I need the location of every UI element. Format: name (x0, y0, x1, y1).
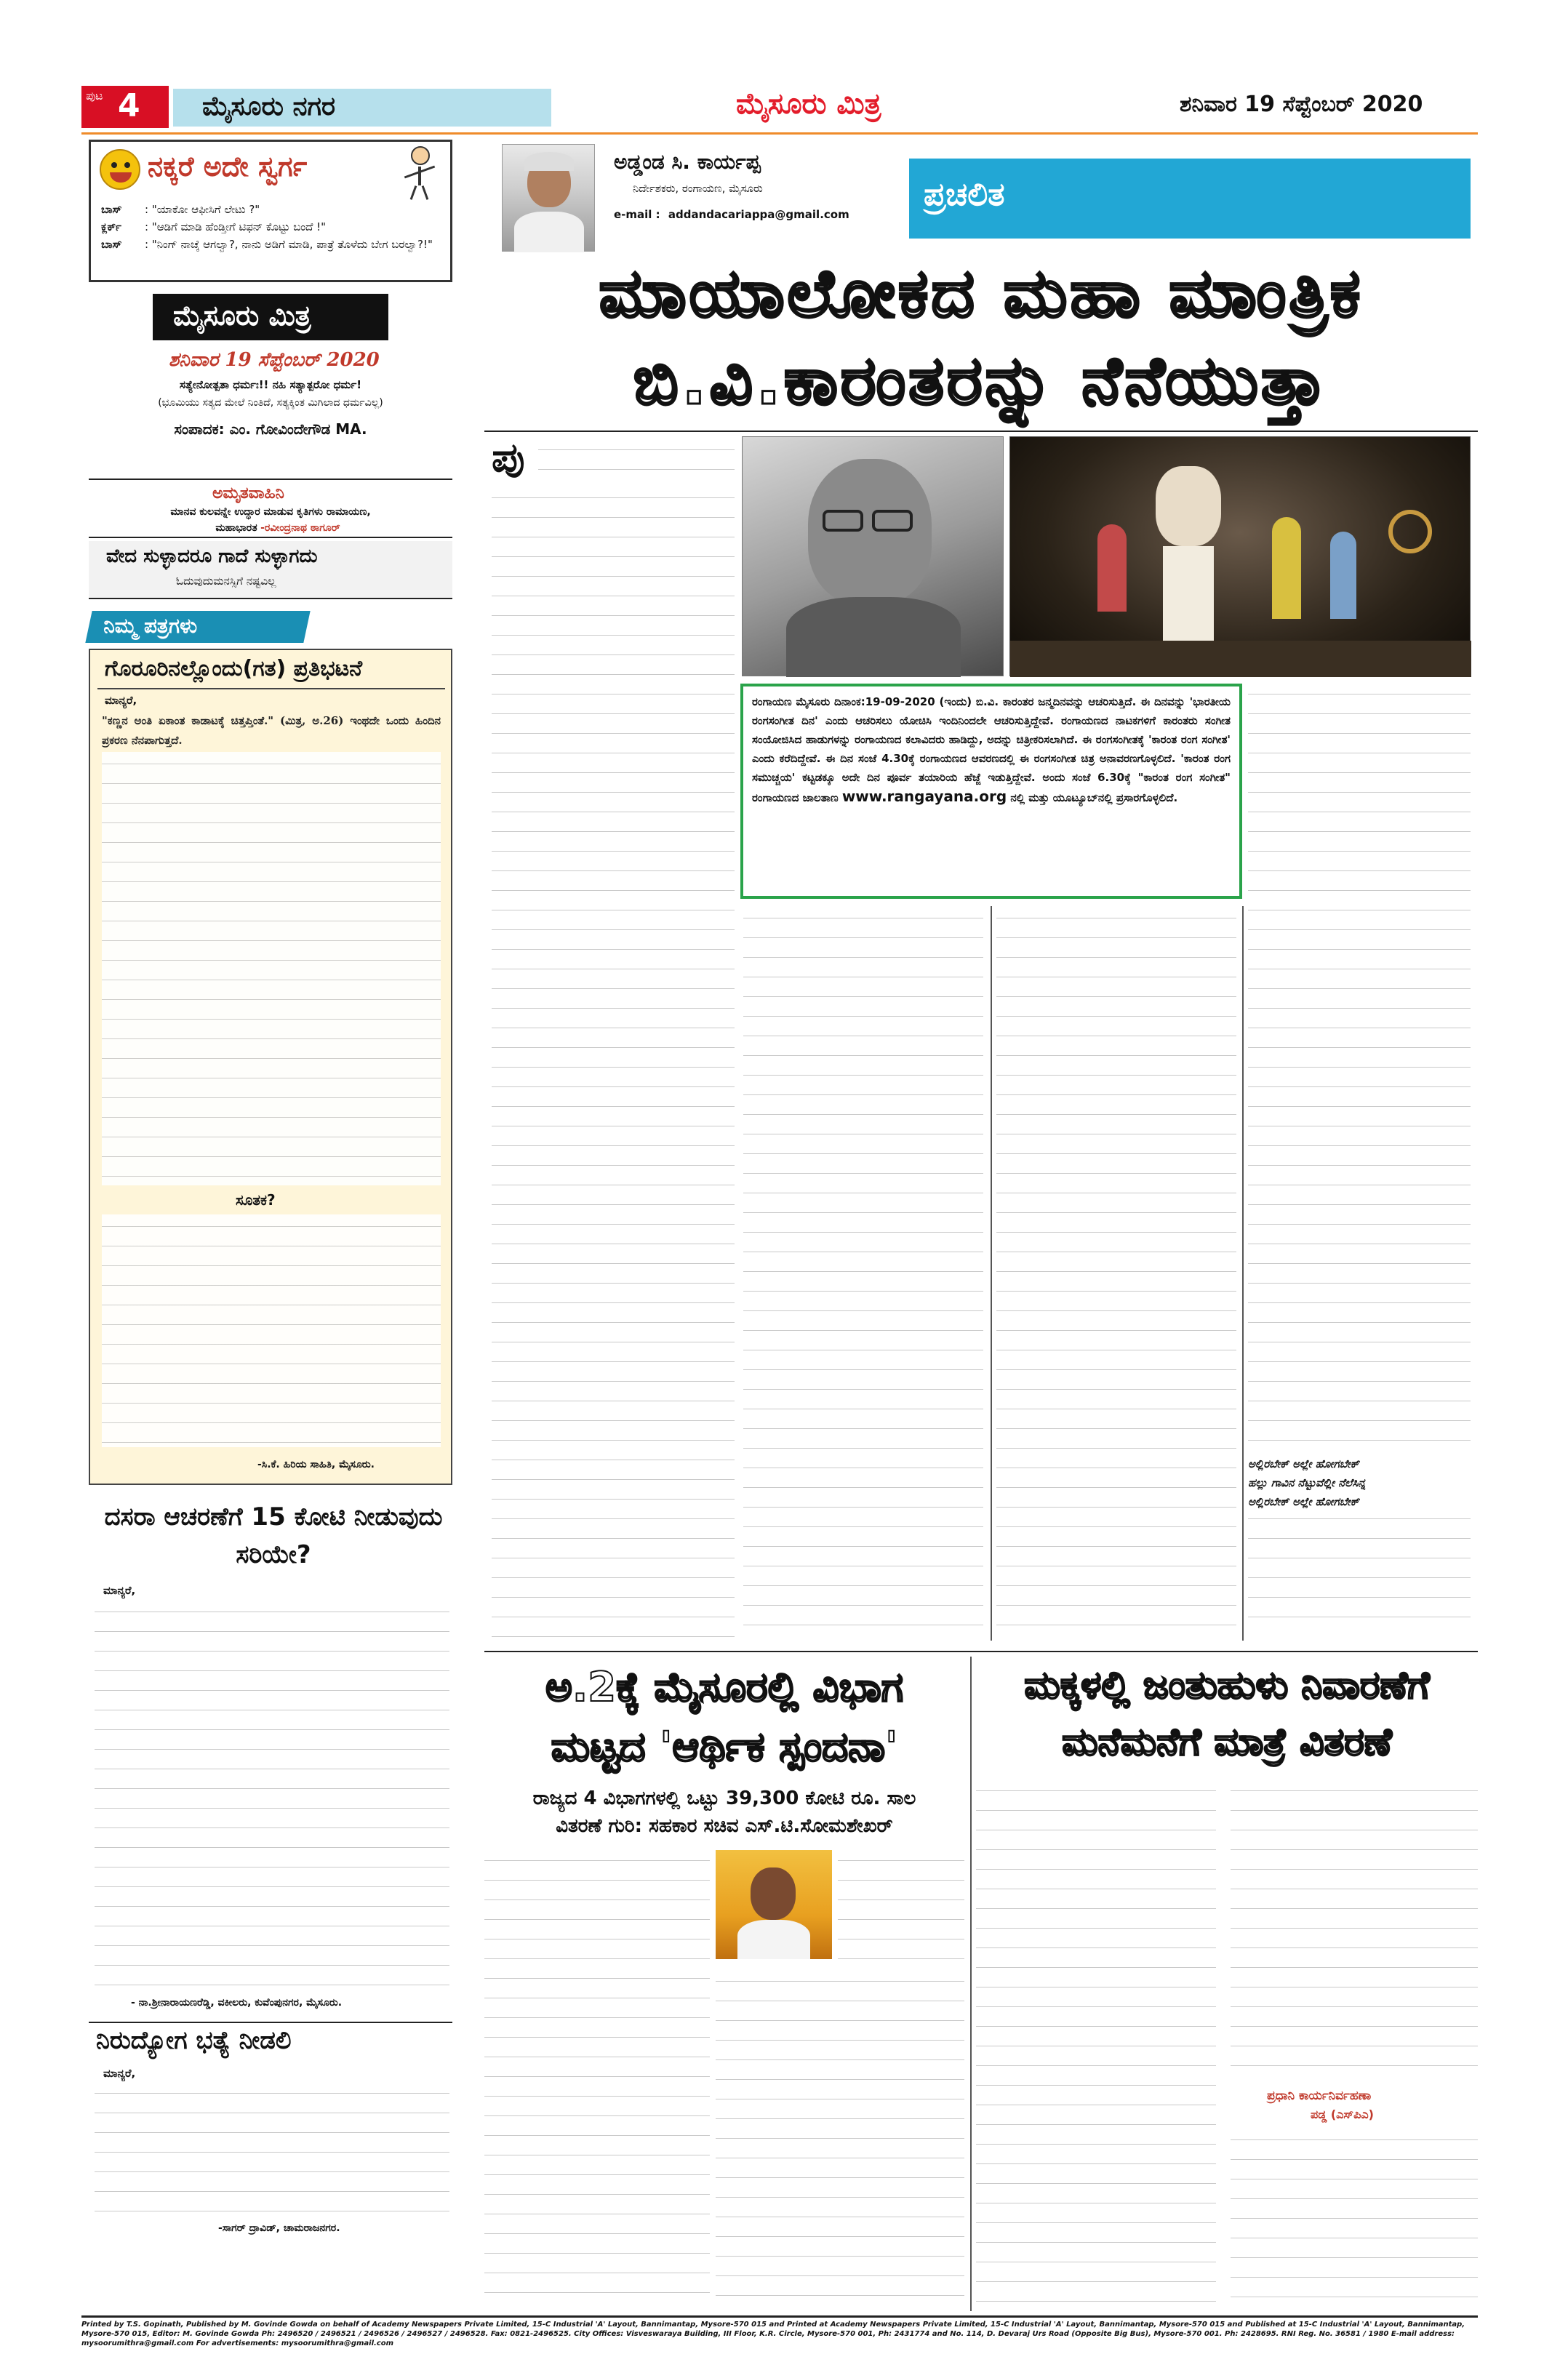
joke-speaker: ಕ್ಲರ್ಕ್ (101, 220, 121, 233)
economy-subhead-2: ವಿತರಣೆ ಗುರಿ: ಸಹಕಾರ ಸಚಿವ ಎಸ್.ಟಿ.ಸೋಮಶೇಖರ್ (556, 1815, 893, 1837)
notice-text: ರಂಗಾಯಣ ಮೈಸೂರು ದಿನಾಂಕ:19-09-2020 (ಇಂದು) ಬಿ.ವಿ. ಕಾರಂತರ ಜನ್ಮದಿನವನ್ನು ಆಚರಿಸುತ್ತಿದೆ. ಈ ದಿನವನ್ನು 'ಭಾರತೀಯ ರಂಗಸಂಗೀತ ದಿನ' ಎಂದು ಆಚರಿಸಲು ಯೋಚಿಸಿ ಇಂದಿನಿಂದಲೇ ಆಚರಿಸುತ್ತಿದ್ದೇವೆ. ರಂಗಾಯಣದ ನಾಟಕಗಳಿಗೆ ಕಾರಂತರು ಸಂಗೀತ ಸಂಯೋಜಿಸಿದ ಹಾಡುಗಳನ್ನು ರಂಗಾಯಣದ ಕಲಾವಿದರು ಹಾಡಿದ್ದು, ಅದನ್ನು ಚಿತ್ರೀಕರಿಸಲಾಗಿದೆ. ಈ ರಂಗಸಂಗೀತಕ್ಕೆ 'ಕಾರಂತ ರಂಗ ಸಂಗೀತ' ಎಂದು ಕರೆದಿದ್ದೇವೆ. ಈ ದಿನ ಸಂಜೆ 4.30ಕ್ಕೆ ರಂಗಾಯಣದ ಆವರಣದಲ್ಲಿ ಈ ರಂಗಸಂಗೀತ ಚಿತ್ರ ಅನಾವರಣಗೊಳ್ಳಲಿದೆ. 'ಕಾರಂತ ರಂಗ ಸಮುಚ್ಚಯ' ಕಟ್ಟಡಕ್ಕೂ ಅದೇ ದಿನ ಪೂರ್ವ ತಯಾರಿಯ ಹೆಜ್ಜೆ ಇಡುತ್ತಿದ್ದೇವೆ. ಅಂದು ಸಂಜೆ 6.30ಕ್ಕೆ "ಕಾರಂತ ರಂಗ ಸಂಗೀತ" ರಂಗಾಯಣದ ಜಾಲತಾಣ (752, 695, 1231, 804)
article-body-text (743, 906, 983, 1641)
economy-story (484, 1657, 964, 2311)
info-box (89, 288, 452, 476)
article-body-text (484, 1849, 710, 2311)
quote-strip (89, 541, 452, 599)
column-name-tab (909, 159, 1471, 239)
article-body-text (976, 1779, 1216, 2311)
letter-body-text (102, 752, 441, 1185)
letter-signature: -ಸಿ.ಕೆ. ಹಿರಿಯ ಸಾಹಿತಿ, ಮೈಸೂರು. (257, 1459, 375, 1470)
poem-line: ಅಲ್ಲಿರಬೇಕ್ ಅಲ್ಲೇ ಹೋಗಬೇಕ್ (1248, 1457, 1359, 1470)
article-body-text (1231, 1779, 1478, 2084)
joke-text: : "ಆಡಿಗೆ ಮಾಡಿ ಹೆಂಡ್ತೀಗೆ ಟಿಫನ್ ಕೊಟ್ಟು ಬಂದೆ !" (145, 220, 326, 233)
letter-title: ಗೊರೂರಿನಲ್ಲೊಂದು(ಗತ) ಪ್ರತಿಭಟನೆ (105, 656, 363, 681)
headline-line2: ಬಿ.ವಿ.ಕಾರಂತರನ್ನು ನೆನೆಯುತ್ತಾ (633, 342, 1329, 420)
joke-line (101, 219, 443, 235)
paper-name: ಮೈಸೂರು ಮಿತ್ರ (736, 87, 881, 121)
letter-subhead: ಸೂತಕ? (236, 1191, 276, 1209)
joke-text: : "ನಿಂಗ್ ನಾಚ್ಕೆ ಆಗಲ್ವಾ?, ನಾನು ಅಡಿಗೆ ಮಾಡಿ, ಪಾತ್ರೆ ತೊಳೆದು ಬೇಗ ಬರಲ್ವಾ?!" (145, 238, 433, 251)
letter-body-text (95, 2081, 449, 2219)
notice-url[interactable]: www.rangayana.org (841, 788, 1007, 805)
footer-imprint: Printed by T.S. Gopinath, Published by M. Govinde Gowda on behalf of Academy Newspapers Private Limited, 15-C Industrial 'A' Layout, Bannimantap, Mysore-570 015 and Printed at Academy Newspapers Private Limited, 15-C Industrial 'A' Layout, Bannimantap, Mysore-570 015 and Published at 15-C Industrial 'A' Layout, Bannimantap, Mysore-570 015, Editor: M. Govinde Gowda Ph: 2496520 / 2496521 / 2496526 / 2496527 / 2496528. Fax: 0821-2496525. City Offices: Visveswaraya Building, III Floor, K.R. Circle, Mysore-570 001, Ph: 2431774 and No. 114, D. Devaraj Urs Road (Opposite Big Bus), Mysore-570 001. Ph: 2428695. RNI Reg. No. 36581 / 1980 E-mail address: mysoorumithra@gmail.com For advertisements: mysoorumithra@gmail.com (81, 2321, 1465, 2347)
letter-title: ದಸರಾ ಆಚರಣೆಗೆ 15 ಕೋಟಿ ನೀಡುವುದು ಸರಿಯೇ? (104, 1502, 443, 1569)
deworming-story (976, 1657, 1478, 2311)
letter-salutation: ಮಾನ್ಯರೆ, (103, 1584, 136, 1597)
inset-sub: ಪಡ್ಡ (ಎಸ್‌ಪಿಎ) (1311, 2107, 1374, 2121)
masthead-rule (81, 132, 1478, 135)
letter-signature: -ಸಾಗರ್ ದ್ರಾವಿಡ್, ಚಾಮರಾಜನಗರ. (218, 2222, 340, 2234)
column-name: ಪ್ರಚಲಿತ (924, 176, 1005, 213)
info-motto-2: (ಭೂಮಿಯು ಸತ್ಯದ ಮೇಲೆ ನಿಂತಿದೆ, ಸತ್ಯಕ್ಕಿಂತ ಮಿಗಿಲಾದ ಧರ್ಮವಿಲ್ಲ) (158, 397, 383, 409)
section-title: ಮೈಸೂರು ನಗರ (202, 92, 336, 121)
minister-photo (716, 1850, 832, 1959)
amrutavahini-line1: ಮಾನವ ಕುಲವನ್ನೇ ಉದ್ಧಾರ ಮಾಡುವ ಕೃತಿಗಳು ರಾಮಾಯಣ, (170, 506, 371, 518)
economy-headline-2: ಮಟ್ಟದ 'ಆರ್ಥಿಕ ಸ್ಪಂದನಾ' (551, 1724, 898, 1771)
letter-salutation: ಮಾನ್ಯರೆ, (105, 694, 137, 707)
deworming-headline-1: ಮಕ್ಕಳಲ್ಲಿ ಜಂತುಹುಳು ನಿವಾರಣೆಗೆ (1024, 1664, 1430, 1708)
letters-label-text: ನಿಮ್ಮ ಪತ್ರಗಳು (103, 614, 198, 638)
quote-line1: ವೇದ ಸುಳ್ಳಾದರೂ ಗಾದೆ ಸುಳ್ಳಾಗದು (106, 545, 318, 567)
deworming-headline-2: ಮನೆಮನೆಗೆ ಮಾತ್ರೆ ವಿತರಣೆ (1062, 1721, 1392, 1764)
poem-line: ಅಲ್ಲಿರಬೇಕ್ ಅಲ್ಲೇ ಹೋಗಬೇಕ್ (1248, 1495, 1359, 1508)
amrutavahini-line2: ಮಹಾಭಾರತ (215, 522, 257, 534)
author-role: ನಿರ್ದೇಶಕರು, ರಂಗಾಯಣ, ಮೈಸೂರು (633, 182, 763, 195)
page-number: 4 (118, 87, 140, 124)
letter-signature: - ನಾ.ಶ್ರೀನಾರಾಯಣರೆಡ್ಡಿ, ವಕೀಲರು, ಕುವೆಂಪುನಗರ, ಮೈಸೂರು. (131, 1997, 343, 2009)
article-body-text (996, 906, 1236, 1641)
joke-line (101, 201, 443, 217)
cartoon-figure-icon (396, 146, 443, 200)
author-name: ಅಡ್ಡಂಡ ಸಿ. ಕಾರ್ಯಪ್ಪ (614, 150, 761, 174)
amrutavahini-box (89, 479, 452, 538)
masthead-date: ಶನಿವಾರ 19 ಸೆಪ್ಟೆಂಬರ್ 2020 (1180, 92, 1423, 117)
article-body-text (1231, 2128, 1478, 2311)
author-email[interactable]: addandacariappa@gmail.com (668, 208, 849, 221)
info-date: ಶನಿವಾರ 19 ಸೆಪ್ಟೆಂಬರ್ 2020 (169, 349, 380, 371)
laugh-icon (100, 149, 140, 190)
letter-salutation: ಮಾನ್ಯರೆ, (103, 2067, 136, 2080)
headline-line1: ಮಾಯಾಲೋಕದ ಮಹಾ ಮಾಂತ್ರಿಕ (599, 255, 1364, 332)
page-number-box (81, 86, 169, 128)
letter-headline-box (89, 1495, 452, 1578)
joke-line (101, 236, 443, 252)
stage-photo (1009, 436, 1471, 676)
article-body-text (716, 1969, 964, 2311)
info-paper-name-block (153, 294, 388, 340)
masthead (81, 86, 1478, 131)
letter-title: ನಿರುದ್ಯೋಗ ಭತ್ಯೆ ನೀಡಲಿ (96, 2026, 292, 2055)
amrutavahini-title: ಅಮೃತವಾಹಿನಿ (212, 484, 284, 503)
joke-text: : "ಯಾಕೋ ಆಫೀಸಿಗೆ ಲೇಟು ?" (145, 203, 260, 216)
rangayana-notice (740, 684, 1242, 899)
joke-box-title: ನಕ್ಕರೆ ಅದೇ ಸ್ವರ್ಗ (148, 151, 308, 183)
joke-box (89, 140, 452, 282)
economy-subhead-1: ರಾಜ್ಯದ 4 ವಿಭಾಗಗಳಲ್ಲಿ ಒಟ್ಟು 39,300 ಕೋಟಿ ರೂ. ಸಾಲ (532, 1787, 916, 1809)
karanth-photo (742, 436, 1004, 676)
poem-line: ಹಲ್ಲು ಗಾವಿನ ನೆಟ್ಟುವೆಲ್ಲೀ ನೆಲೆಸಿನ್ನ (1248, 1476, 1366, 1489)
section-title-bar (173, 89, 551, 127)
letter-body-text (102, 1214, 441, 1447)
quote-line2: ಓದುವುದುಮನಸ್ಸಿಗೆ ನಷ್ಟವಿಲ್ಲ (176, 575, 276, 588)
letter-body-text (95, 1600, 449, 1993)
article-body-text (492, 486, 735, 1649)
letter-headline-box (89, 2022, 452, 2062)
page-label: ಪುಟ (86, 89, 103, 103)
joke-speaker: ಬಾಸ್ (101, 238, 122, 251)
letters-label (85, 611, 310, 643)
email-label: e-mail : (614, 208, 660, 221)
poem-block (1248, 1454, 1471, 1513)
info-editor: ಸಂಪಾದಕ: ಎಂ. ಗೋವಿಂದೇಗೌಡ MA. (174, 420, 367, 438)
article-body-text (838, 1849, 964, 1965)
article-body-text (538, 438, 735, 484)
notice-end: ನಲ್ಲಿ ಮತ್ತು ಯೂಟ್ಯೂಬ್‌ನಲ್ಲಿ ಪ್ರಸಾರಗೊಳ್ಳಲಿದೆ. (1010, 791, 1178, 804)
author-photo (502, 144, 595, 252)
letter-quote: "ಕಣ್ಣನ ಅಂತಿ ಏಕಾಂತ ಕಾಡಾಟಕ್ಕೆ ಚಿತ್ತಪ್ತಿಂತೆ." (ಮಿತ್ರ, ಅ.26) ಇಂಥದೇ ಒಂದು ಹಿಂದಿನ ಪ್ರಕರಣ ನೆನಪಾಗುತ್ತದೆ. (102, 714, 441, 747)
amrutavahini-author: -ರವೀಂದ್ರನಾಥ ಠಾಗೂರ್ (260, 522, 340, 534)
info-paper-name: ಮೈಸೂರು ಮಿತ್ರ (173, 300, 311, 332)
inset-title: ಪ್ರಧಾನಿ ಕಾರ್ಯನಿರ್ವಹಣಾ (1267, 2089, 1372, 2103)
joke-speaker: ಬಾಸ್ (101, 203, 122, 216)
economy-headline-1: ಅ.2ಕ್ಕೆ ಮೈಸೂರಲ್ಲಿ ವಿಭಾಗ (545, 1664, 904, 1711)
feature-headline (484, 252, 1478, 426)
info-motto-1: ಸತ್ಯೇನೋತ್ಪತಾ ಧರ್ಮಃ!! ನಹಿ ಸತ್ಯಾತ್ಪರೋ ಧರ್ಮ! (179, 378, 362, 391)
drop-cap: ಪು (492, 434, 525, 481)
letter-card (89, 649, 452, 1485)
